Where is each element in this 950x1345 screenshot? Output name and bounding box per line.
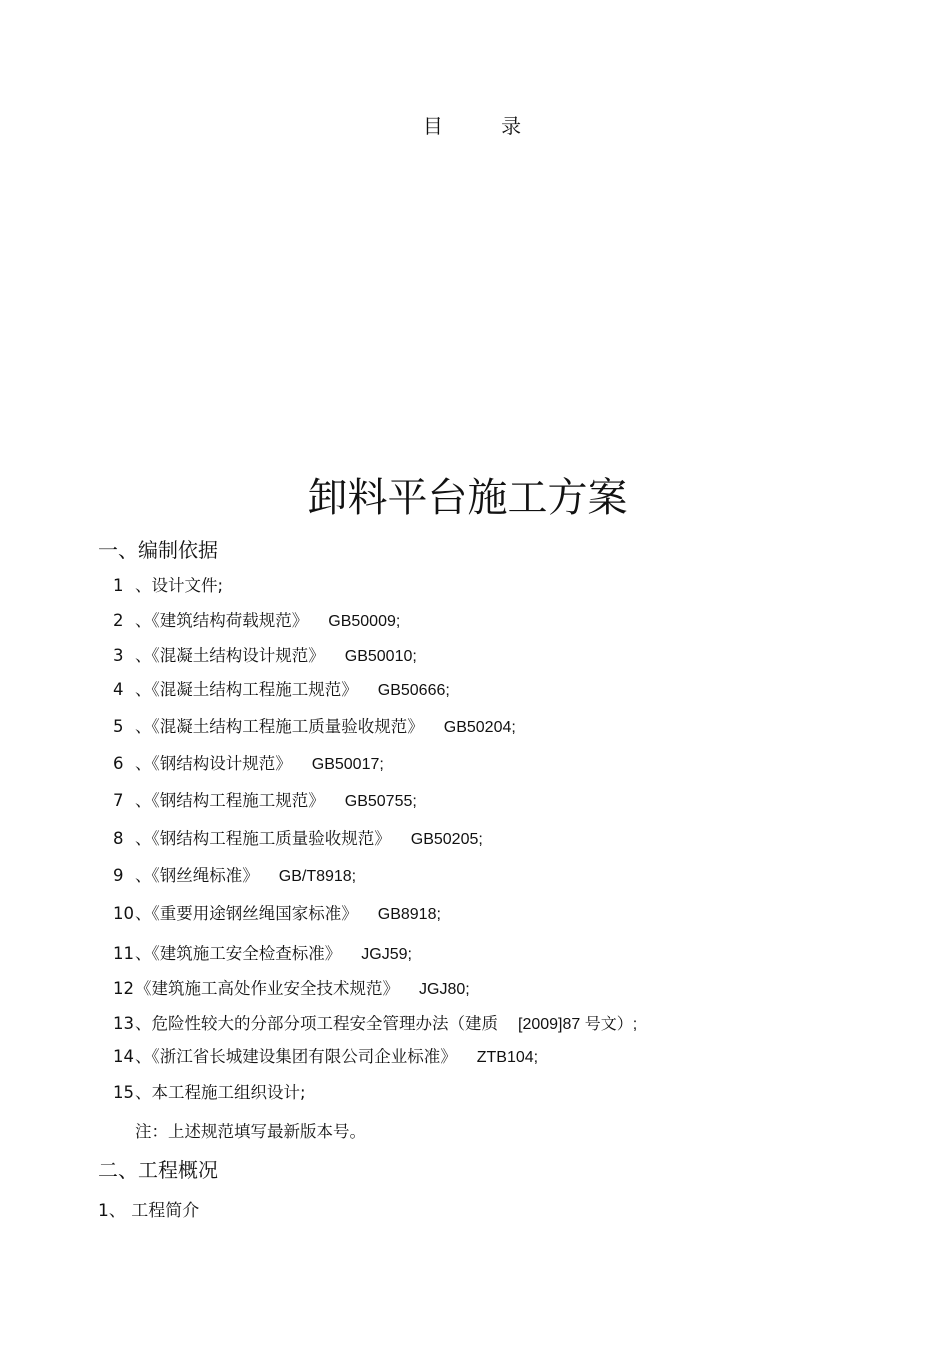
list-item-code: [2009]87 号文）;: [518, 1016, 638, 1033]
note-text: 注：上述规范填写最新版本号。: [135, 1122, 366, 1141]
list-item-code: GB50205;: [410, 831, 483, 848]
list-item: [113, 1010, 637, 1034]
list-item-number: 4: [113, 680, 124, 699]
list-item-text: 、《钢丝绳标准》: [135, 866, 259, 885]
list-item-code: JGJ59;: [361, 946, 412, 963]
list-item-number: 3: [113, 646, 124, 665]
list-item: [113, 676, 450, 700]
list-item-code: GB50666;: [377, 682, 450, 699]
list-item: [113, 713, 516, 737]
list-item-text: 、《钢结构工程施工规范》: [135, 791, 325, 810]
list-item-code: GB50755;: [344, 793, 417, 810]
list-item-text: 、《建筑结构荷载规范》: [135, 611, 309, 630]
list-item-number: 2: [113, 611, 124, 630]
list-item-number: 13: [113, 1014, 134, 1033]
list-item-text: 、《建筑施工安全检查标准》: [135, 944, 342, 963]
subsection-heading: 1、 工程简介: [98, 1201, 200, 1221]
section2-heading: 二、工程概况: [98, 1158, 218, 1182]
list-item: [113, 940, 412, 964]
list-item-number: 11: [113, 944, 134, 963]
list-item-text: 、《钢结构工程施工质量验收规范》: [135, 829, 391, 848]
list-item-number: 10: [113, 904, 134, 923]
toc-title: 目 录: [422, 114, 548, 138]
list-item-text: 、危险性较大的分部分项工程安全管理办法（建质: [135, 1014, 498, 1033]
list-item-code: GB8918;: [377, 906, 441, 923]
list-item: [113, 750, 384, 774]
document-title: 卸料平台施工方案: [307, 475, 628, 521]
list-item-number: 8: [113, 829, 124, 848]
list-item-code: GB50204;: [443, 719, 516, 736]
list-item: [113, 642, 417, 666]
list-item-text: 、《混凝土结构设计规范》: [135, 646, 325, 665]
list-item-number: 9: [113, 866, 124, 885]
list-item: [113, 607, 400, 631]
list-item-code: GB50017;: [311, 756, 384, 773]
section1-heading: 一、编制依据: [98, 538, 218, 562]
list-item-text: 、《浙江省长城建设集团有限公司企业标准》: [135, 1047, 457, 1066]
list-item: [113, 975, 470, 999]
list-item: [113, 572, 223, 596]
list-item-number: 5: [113, 717, 124, 736]
list-item-number: 14: [113, 1047, 134, 1066]
list-item-code: GB50009;: [328, 613, 401, 630]
list-item-text: 、本工程施工组织设计;: [135, 1083, 306, 1102]
list-item: [113, 787, 417, 811]
list-item-number: 12: [113, 979, 134, 998]
list-item-number: 6: [113, 754, 124, 773]
list-item-code: GB50010;: [344, 648, 417, 665]
list-item-number: 15: [113, 1083, 134, 1102]
list-item: [113, 825, 483, 849]
list-item-code: ZTB104;: [476, 1049, 539, 1066]
list-item-code: JGJ80;: [419, 981, 470, 998]
list-item: [113, 862, 356, 886]
list-item-text: 、《混凝土结构工程施工质量验收规范》: [135, 717, 424, 736]
list-item-text: 《建筑施工高处作业安全技术规范》: [135, 979, 399, 998]
list-item-number: 7: [113, 791, 124, 810]
list-item-code: GB/T8918;: [278, 868, 357, 885]
list-item-text: 、《重要用途钢丝绳国家标准》: [135, 904, 358, 923]
list-item-text: 、设计文件;: [135, 576, 224, 595]
list-item-text: 、《钢结构设计规范》: [135, 754, 292, 773]
list-item: [113, 1043, 538, 1067]
list-item: [113, 1079, 306, 1103]
list-item-number: 1: [113, 576, 124, 595]
list-item-text: 、《混凝土结构工程施工规范》: [135, 680, 358, 699]
list-item: [113, 900, 441, 924]
